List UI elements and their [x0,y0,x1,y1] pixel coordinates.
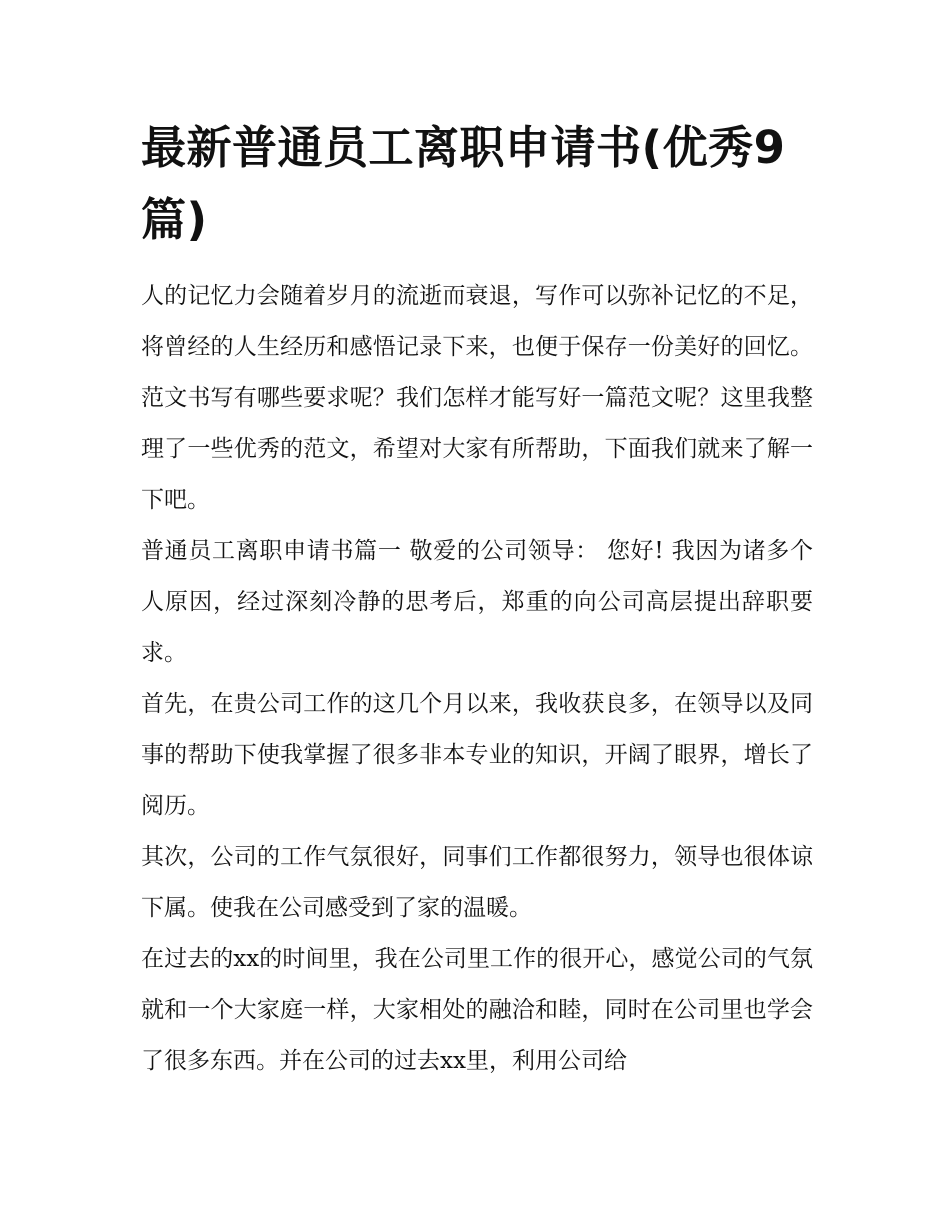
paragraph-letter-opening: 普通员工离职申请书篇一 敬爱的公司领导： 您好! 我因为诸多个人原因，经过深刻冷静的思考后，郑重的向公司高层提出辞职要求。 [141,538,813,666]
paragraph-intro: 人的记忆力会随着岁月的流逝而衰退，写作可以弥补记忆的不足，将曾经的人生经历和感悟记录下来，也便于保存一份美好的回忆。范文书写有哪些要求呢？我们怎样才能写好一篇范文呢？这里我整理了一些优秀的范文，希望对大家有所帮助，下面我们就来了解一下吧。 [141,283,813,513]
document-body [141,271,813,1087]
paragraph-first: 首先，在贵公司工作的这几个月以来，我收获良多，在领导以及同事的帮助下使我掌握了很多非本专业的知识，开阔了眼界，增长了阅历。 [141,691,813,819]
paragraph-second: 其次，公司的工作气氛很好，同事们工作都很努力，领导也很体谅下属。使我在公司感受到了家的温暖。 [141,844,813,921]
document-title: 最新普通员工离职申请书(优秀9篇) [141,121,786,246]
paragraph-past-time: 在过去的xx的时间里，我在公司里工作的很开心，感觉公司的气氛就和一个大家庭一样，大家相处的融洽和睦，同时在公司里也学会了很多东西。并在公司的过去xx里，利用公司给 [141,946,813,1074]
document-content [141,112,813,1087]
